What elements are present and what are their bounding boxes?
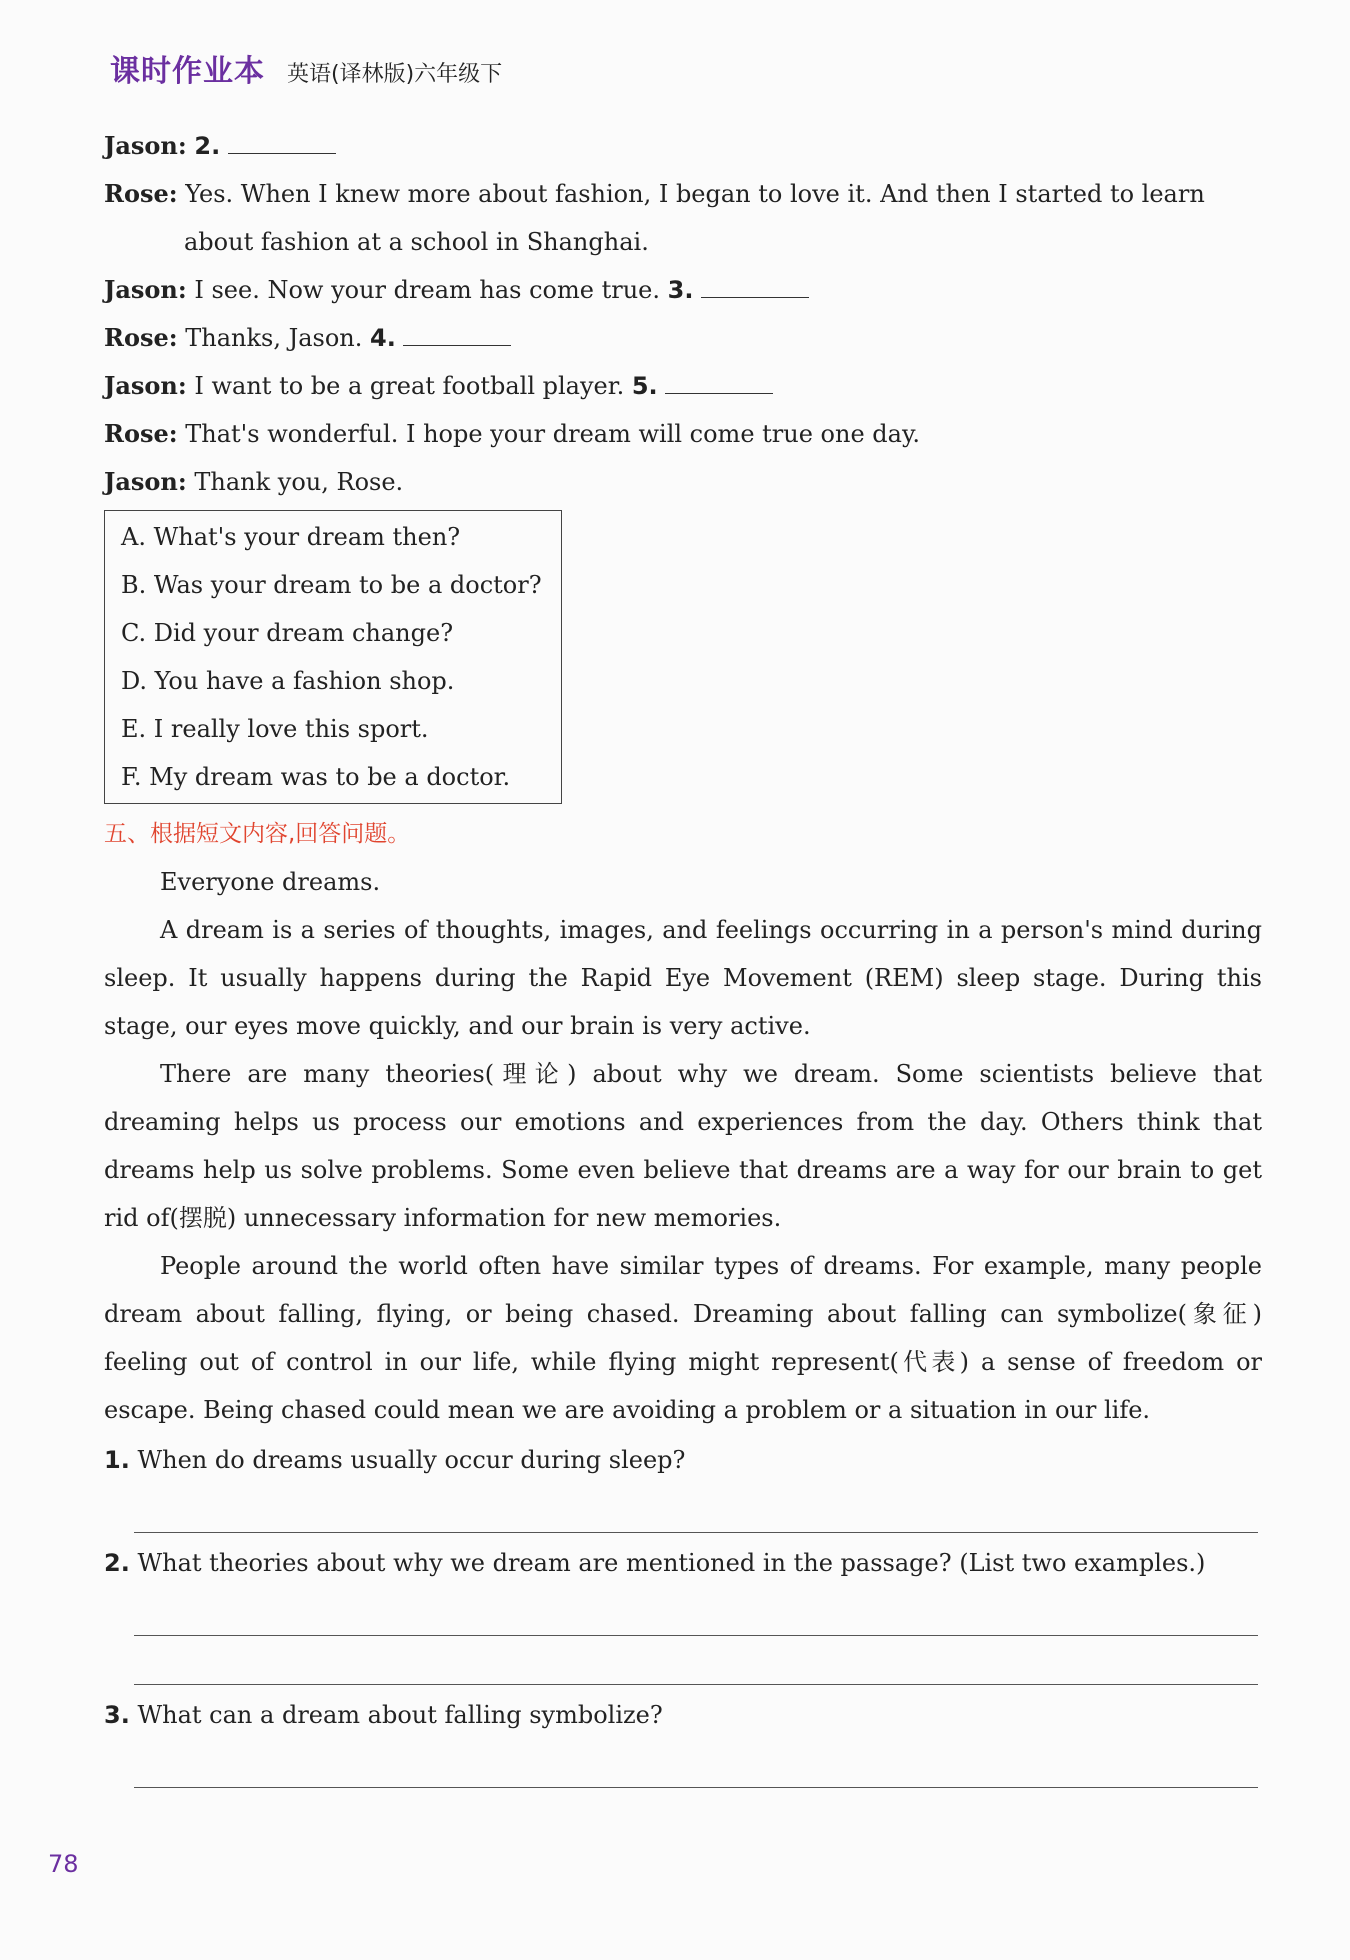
options-box [104, 510, 562, 804]
section-title: 五、根据短文内容,回答问题。 [104, 821, 411, 847]
dialogue-text: Thank you, Rose. [194, 468, 404, 496]
speaker: Rose: [104, 179, 178, 208]
dialogue-text: I want to be a great football player. [194, 372, 625, 400]
dialogue-text: That's wonderful. I hope your dream will come true one day. [185, 420, 920, 448]
passage-title: Everyone dreams. [160, 868, 381, 896]
dialogue-text: Thanks, Jason. [185, 324, 363, 352]
question-text: When do dreams usually occur during sleep? [137, 1446, 686, 1474]
option-item: A. What's your dream then? [121, 523, 461, 551]
page-header [110, 46, 502, 90]
question [104, 1539, 1262, 1587]
page-number: 78 [48, 1850, 79, 1878]
answer-line[interactable] [134, 1636, 1258, 1685]
speaker: Rose: [104, 419, 178, 448]
dialogue-continuation [104, 218, 1262, 266]
passage-paragraph: A dream is a series of thoughts, images, and feelings occurring in a person's mind during sleep. It usually happens during the Rapid Eye Movement (REM) sleep stage. During this stage, our eyes move quickly, and our brain is very active. [104, 916, 1262, 1040]
answer-line[interactable] [134, 1484, 1258, 1533]
book-brand: 课时作业本 [110, 54, 265, 89]
dialogue-line [104, 266, 1262, 314]
question-number: 1. [104, 1446, 130, 1474]
option-item: B. Was your dream to be a doctor? [121, 571, 542, 599]
speaker: Jason: [104, 371, 187, 400]
question-number: 2. [104, 1549, 130, 1577]
blank-number: 3. [667, 276, 694, 304]
dialogue-text: Yes. When I knew more about fashion, I began to love it. And then I started to learn [185, 180, 1205, 208]
dialogue-line [104, 458, 1262, 506]
page-content [104, 122, 1262, 1788]
question [104, 1691, 1262, 1739]
book-subtitle: 英语(译林版)六年级下 [287, 62, 503, 87]
dialogue-text: I see. Now your dream has come true. [194, 276, 660, 304]
dialogue-line [104, 314, 1262, 362]
question [104, 1436, 1262, 1484]
answer-blank[interactable] [665, 369, 773, 394]
dialogue-text: about fashion at a school in Shanghai. [184, 228, 649, 256]
answer-blank[interactable] [228, 129, 336, 154]
dialogue-line [104, 410, 1262, 458]
option-item: D. You have a fashion shop. [121, 667, 455, 695]
speaker: Jason: [104, 467, 187, 496]
answer-line[interactable] [134, 1587, 1258, 1636]
speaker: Jason: [104, 275, 187, 304]
passage-paragraph: There are many theories(理论) about why we dream. Some scientists believe that dreaming helps us process our emotions and experiences from the day. Others think that dreams help us solve problems. Some even believe that dreams are a way for our brain to get rid of(摆脱) unnecessary information for new memories. [104, 1060, 1262, 1232]
dialogue-line [104, 170, 1262, 218]
question-text: What theories about why we dream are mentioned in the passage? (List two examples.) [137, 1549, 1206, 1577]
option-item: C. Did your dream change? [121, 619, 454, 647]
blank-number: 4. [370, 324, 396, 352]
option-item: E. I really love this sport. [121, 715, 429, 743]
answer-blank[interactable] [403, 321, 511, 346]
blank-number: 2. [194, 132, 221, 160]
passage-paragraph: People around the world often have similar types of dreams. For example, many people dream about falling, flying, or being chased. Dreaming about falling can symbolize(象征) feeling out of control in our life, while flying might represent(代表) a sense of freedom or escape. Being chased could mean we are avoiding a problem or a situation in our life. [104, 1252, 1262, 1424]
blank-number: 5. [631, 372, 658, 400]
answer-blank[interactable] [701, 273, 809, 298]
dialogue-line [104, 362, 1262, 410]
answer-line[interactable] [134, 1739, 1258, 1788]
question-number: 3. [104, 1701, 130, 1729]
speaker: Jason: [104, 131, 187, 160]
option-item: F. My dream was to be a doctor. [121, 763, 511, 791]
dialogue-line [104, 122, 1262, 170]
question-text: What can a dream about falling symbolize? [137, 1701, 663, 1729]
speaker: Rose: [104, 323, 178, 352]
